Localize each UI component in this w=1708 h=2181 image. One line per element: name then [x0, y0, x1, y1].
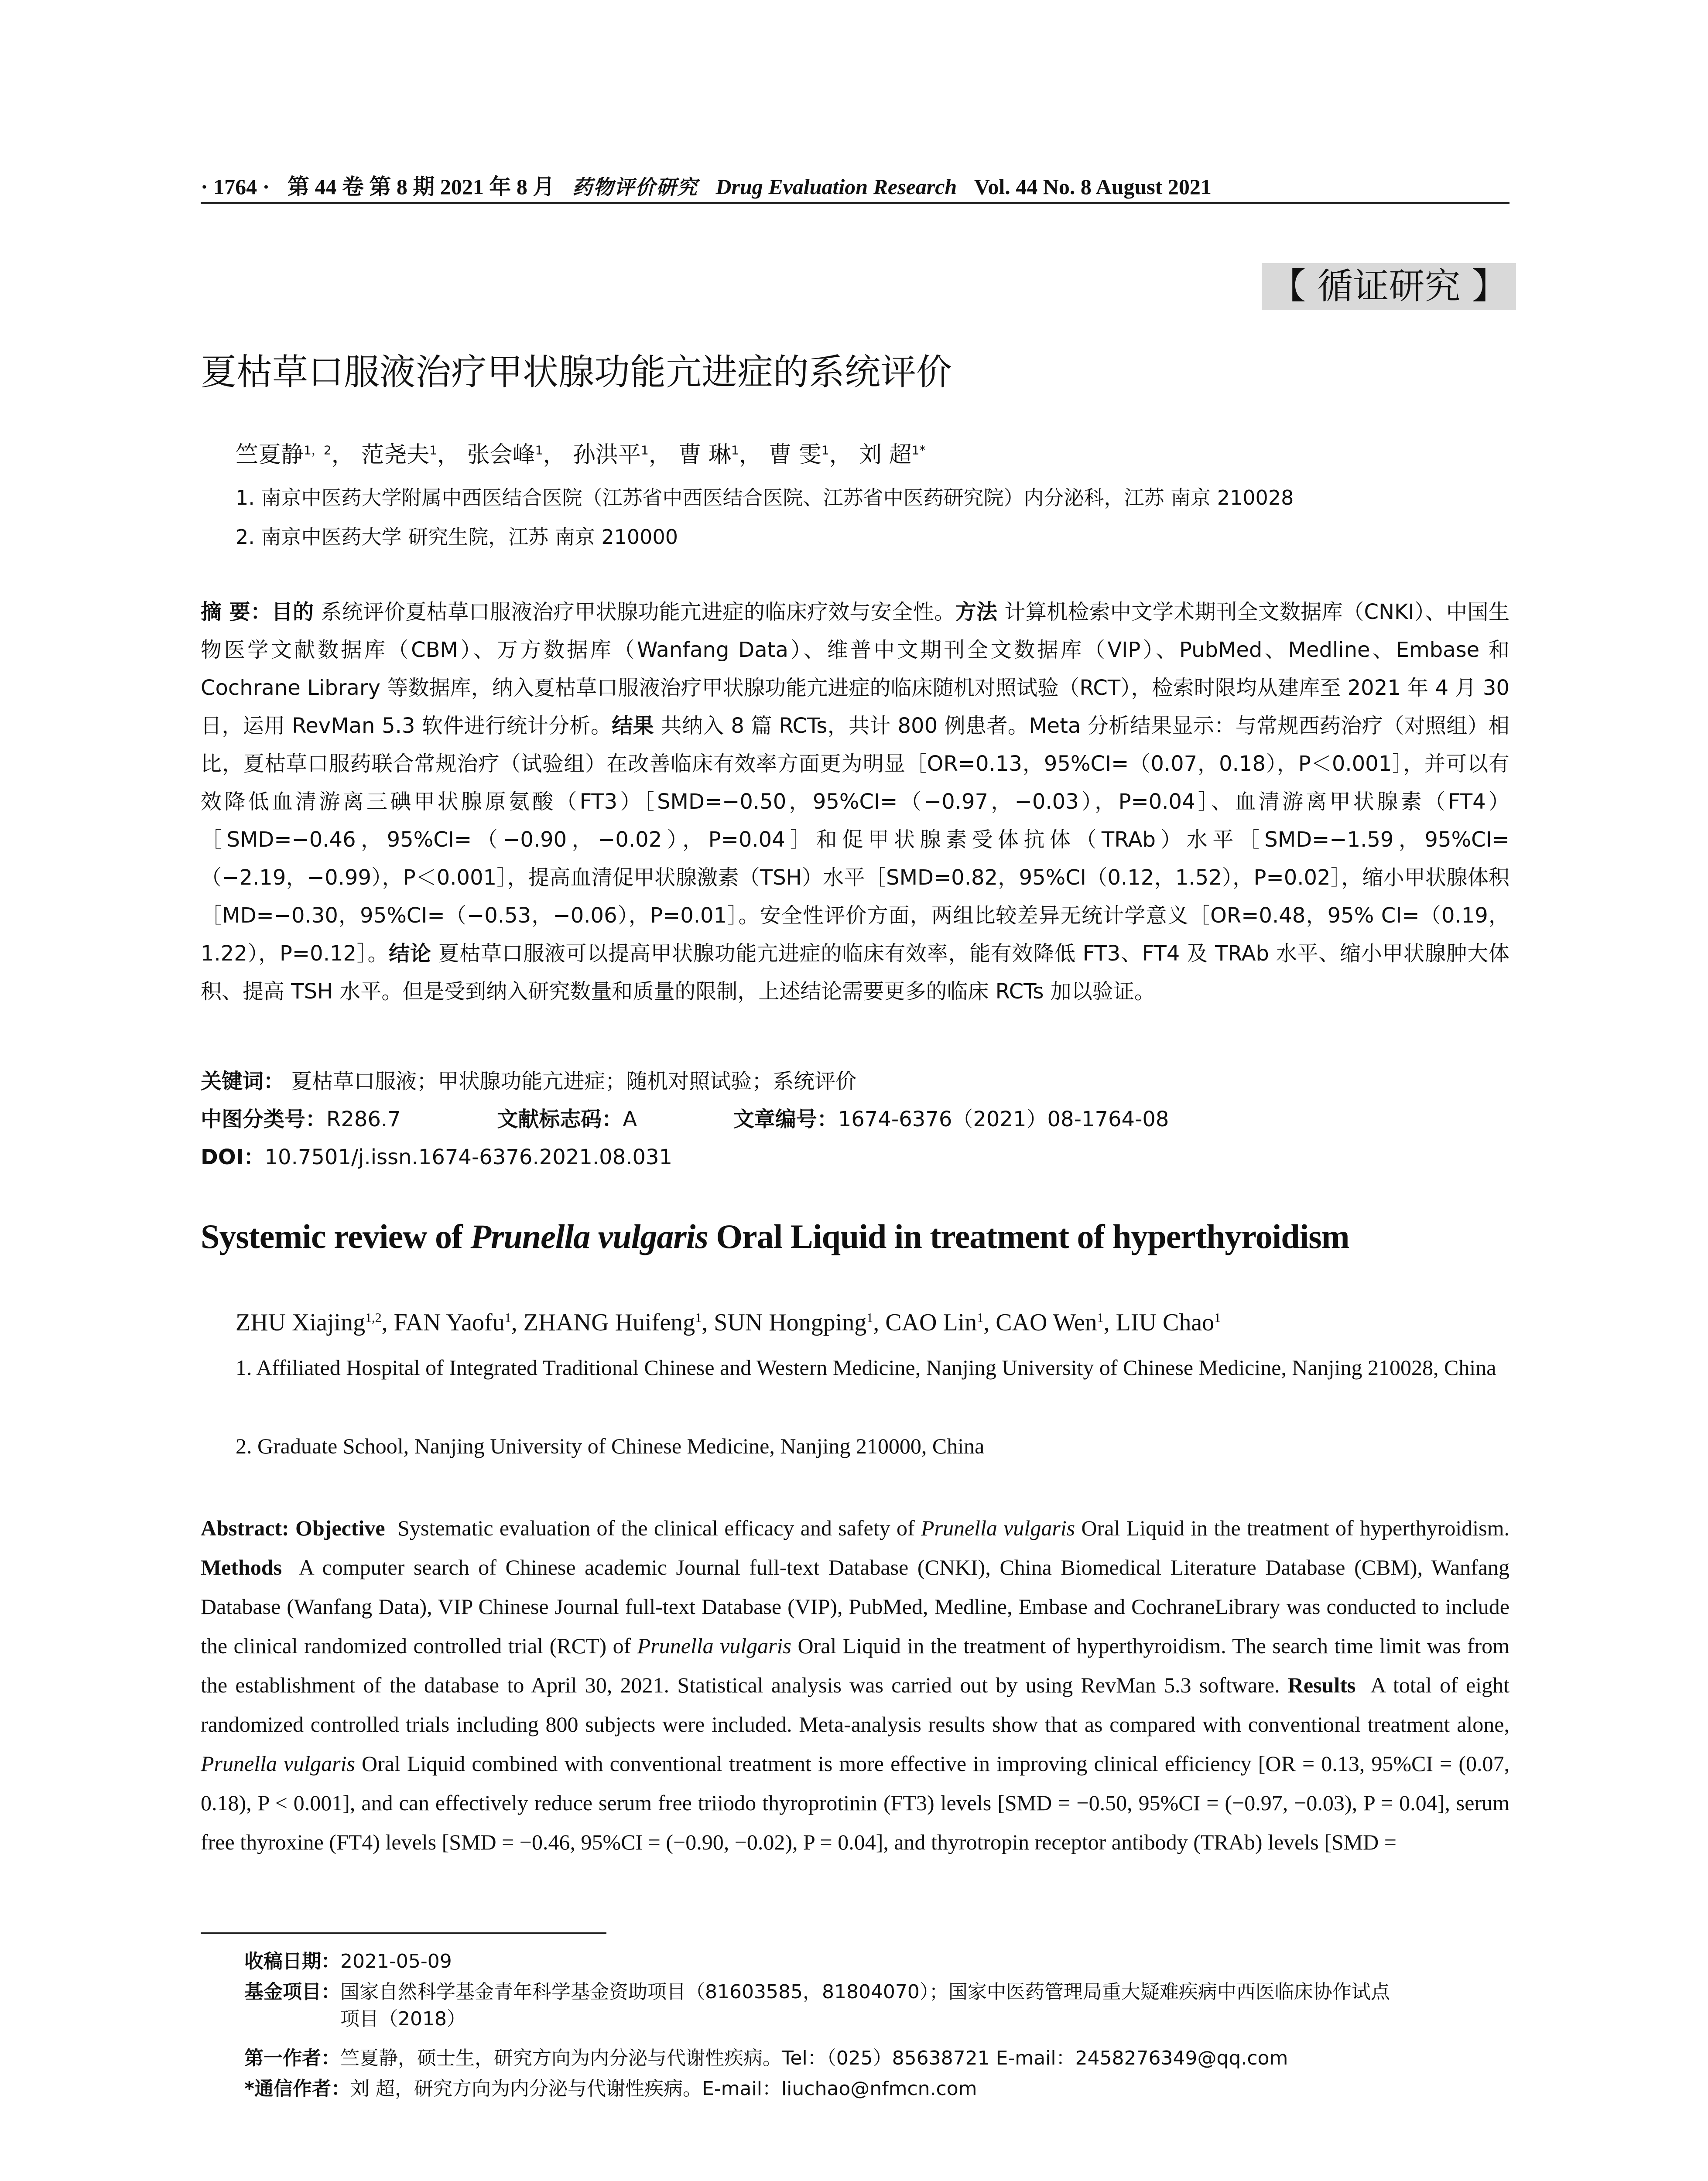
author-en: CAO Lin: [885, 1309, 977, 1336]
author-cn: 孙洪平: [572, 442, 641, 468]
page-number: · 1764 ·: [201, 174, 270, 199]
issue-cn: 第 44 卷 第 8 期 2021 年 8 月: [287, 174, 555, 199]
footnote-received: 收稿日期：2021-05-09: [244, 1950, 452, 1972]
abstract-cn: [201, 593, 1509, 1011]
footnote-corresponding: *通信作者：刘 超，研究方向为内分泌与代谢性疾病。E-mail：liuchao@nfmcn.com: [244, 2078, 977, 2100]
methods-text: 计算机检索中文学术期刊全文数据库（CNKI）、中国生物医学文献数据库（CBM）、万方数据库（Wanfang Data）、维普中文期刊全文数据库（VIP）、PubMed、Medline、Embase 和 Cochrane Library 等数据库，纳入夏枯草口服液治疗甲状腺功能亢进症的临床随机对照试验（RCT），检索时限均从建库至 2021 年 4 月 30 日，运用 RevMan 5.3 软件进行统计分析。: [201, 600, 1509, 738]
results-label: 结果: [612, 714, 654, 738]
footnote-fund: 基金项目：国家自然科学基金青年科学基金资助项目（81603585，81804070）；国家中医药管理局重大疑难疾病中西医临床协作试点项目（2018）: [244, 1981, 1390, 2030]
author-en: FAN Yaofu: [394, 1309, 505, 1336]
authors-cn: 竺夏静$^{1,2}$， 范尧夫$^1$， 张会峰$^1$， 孙洪平$^1$， 曹 琳$^1$， 曹 雯$^1$， 刘 超$^{1*}$: [236, 442, 926, 468]
author-cn: 曹 雯: [769, 442, 821, 468]
objective-en-label: Objective: [295, 1516, 385, 1540]
abstract-en-label: Abstract:: [201, 1516, 289, 1540]
conclusion-label: 结论: [389, 941, 431, 966]
affiliation-cn-2: 2. 南京中医药大学 研究生院，江苏 南京 210000: [236, 525, 678, 549]
article-number-value: 1674-6376（2021）08-1764-08: [838, 1107, 1169, 1132]
results-text: 共纳入 8 篇 RCTs，共计 800 例患者。Meta 分析结果显示：与常规西药治疗（对照组）相比，夏枯草口服药联合常规治疗（试验组）在改善临床有效率方面更为明显［OR=0.13，95%CI=（0.07，0.18），P＜0.001］，并可以有效降低血清游离三碘甲状腺原氨酸（FT3）［SMD=−0.50，95%CI=（−0.97，−0.03），P=0.04］、血清游离甲状腺素（FT4）［SMD=−0.46，95%CI=（−0.90，−0.02），P=0.04］和促甲状腺素受体抗体（TRAb）水平［SMD=−1.59，95%CI=（−2.19，−0.99），P＜0.001］，提高血清促甲状腺激素（TSH）水平［SMD=0.82，95%CI（0.12，1.52），P=0.02］，缩小甲状腺体积［MD=−0.30，95%CI=（−0.53，−0.06），P=0.01］。安全性评价方面，两组比较差异无统计学意义［OR=0.48，95% CI=（0.19，1.22），P=0.12］。: [201, 714, 1509, 966]
article-number-label: 文章编号：: [733, 1107, 838, 1132]
methods-label: 方法: [955, 600, 998, 624]
species-name: Prunella vulgaris: [921, 1516, 1075, 1540]
author-cn: 竺夏静: [236, 442, 304, 468]
title-en: Systemic review of Prunella vulgaris Oral Liquid in treatment of hyperthyroidism: [201, 1217, 1349, 1255]
results-en-label: Results: [1287, 1673, 1356, 1697]
doi-line: [201, 1140, 672, 1170]
affiliation-cn-1: 1. 南京中医药大学附属中西医结合医院（江苏省中西医结合医院、江苏省中医药研究院）内分泌科，江苏 南京 210028: [236, 486, 1294, 509]
species-name: Prunella vulgaris: [201, 1751, 355, 1776]
keywords-label: 关键词：: [201, 1069, 285, 1094]
doc-code-value: A: [623, 1107, 637, 1132]
keywords-line: [201, 1064, 856, 1094]
doi-value: 10.7501/j.issn.1674-6376.2021.08.031: [264, 1145, 673, 1169]
author-cn: 曹 琳: [678, 442, 731, 468]
author-en: ZHANG Huifeng: [523, 1309, 695, 1336]
issue-en: Vol. 44 No. 8 August 2021: [974, 174, 1212, 199]
clc-value: R286.7: [326, 1107, 401, 1132]
journal-name-en: Drug Evaluation Research: [715, 174, 957, 199]
objective-text: 系统评价夏枯草口服液治疗甲状腺功能亢进症的临床疗效与安全性。: [321, 600, 955, 624]
title-cn: 夏枯草口服液治疗甲状腺功能亢进症的系统评价: [201, 352, 952, 393]
keywords-value: 夏枯草口服液；甲状腺功能亢进症；随机对照试验；系统评价: [291, 1069, 857, 1094]
abstract-label: 摘 要：: [201, 600, 272, 624]
journal-logo-cn: 药物评价研究: [572, 175, 698, 199]
author-cn: 范尧夫: [361, 442, 430, 468]
doc-code-label: 文献标志码：: [497, 1107, 623, 1132]
abstract-en: Abstract: Objective Systematic evaluation of the clinical efficacy and safety of Prunella vulgaris Oral Liquid in the treatment of hyperthyroidism. Methods A computer search of Chinese academic Journal full-text Database (CNKI), China Biomedical Literature Database (CBM), Wanfang Database (Wanfang Data), VIP Chinese Journal full-text Database (VIP), PubMed, Medline, Embase and CochraneLibrary was conducted to include the clinical randomized controlled trial (RCT) of Prunella vulgaris Oral Liquid in the treatment of hyperthyroidism. The search time limit was from the establishment of the database to April 30, 2021. Statistical analysis was carried out by using RevMan 5.3 software. Results A total of eight randomized controlled trials including 800 subjects were included. Meta-analysis results show that as compared with conventional treatment alone, Prunella vulgaris Oral Liquid combined with conventional treatment is more effective in improving clinical efficiency [OR = 0.13, 95%CI = (0.07, 0.18), P < 0.001], and can effectively reduce serum free triiodo thyroprotinin (FT3) levels [SMD = −0.50, 95%CI = (−0.97, −0.03), P = 0.04], serum free thyroxine (FT4) levels [SMD = −0.46, 95%CI = (−0.90, −0.02), P = 0.04], and thyrotropin receptor antibody (TRAb) levels [SMD =: [201, 1516, 1510, 1854]
author-cn: 刘 超: [859, 442, 912, 468]
methods-en-label: Methods: [201, 1555, 282, 1579]
doi-label: DOI：: [201, 1145, 265, 1169]
header-rule: [201, 202, 1509, 204]
affiliation-en-2: 2. Graduate School, Nanjing University of Chinese Medicine, Nanjing 210000, China: [236, 1434, 985, 1458]
objective-label: 目的: [271, 600, 314, 624]
author-cn: 张会峰: [467, 442, 535, 468]
section-tag: 【 循证研究 】: [1262, 263, 1516, 310]
footnote-rule: [201, 1932, 606, 1934]
clc-label: 中图分类号：: [201, 1107, 327, 1132]
classification-line: [201, 1102, 1169, 1132]
running-header: [201, 169, 1509, 201]
affiliation-en-1: 1. Affiliated Hospital of Integrated Traditional Chinese and Western Medicine, Nanjing University of Chinese Medicine, Nanjing 210028, China: [236, 1355, 1496, 1380]
authors-en: ZHU Xiajing$^{1,2}$, FAN Yaofu$^1$, ZHANG Huifeng$^1$, SUN Hongping$^1$, CAO Lin$^1$, CAO Wen$^1$, LIU Chao$^1$: [236, 1309, 1221, 1336]
footnote-first-author: 第一作者：竺夏静，硕士生，研究方向为内分泌与代谢性疾病。Tel：（025）85638721 E-mail：2458276349@qq.com: [244, 2047, 1288, 2069]
author-en: LIU Chao: [1116, 1309, 1215, 1336]
author-en: ZHU Xiajing: [236, 1309, 366, 1336]
author-en: SUN Hongping: [714, 1309, 867, 1336]
conclusion-text: 夏枯草口服液可以提高甲状腺功能亢进症的临床有效率，能有效降低 FT3、FT4 及 TRAb 水平、缩小甲状腺肿大体积、提高 TSH 水平。但是受到纳入研究数量和质量的限制，上述结论需要更多的临床 RCTs 加以验证。: [201, 941, 1509, 1004]
title-en-species: Prunella vulgaris: [470, 1217, 708, 1255]
species-name: Prunella vulgaris: [637, 1634, 791, 1658]
author-en: CAO Wen: [996, 1309, 1097, 1336]
